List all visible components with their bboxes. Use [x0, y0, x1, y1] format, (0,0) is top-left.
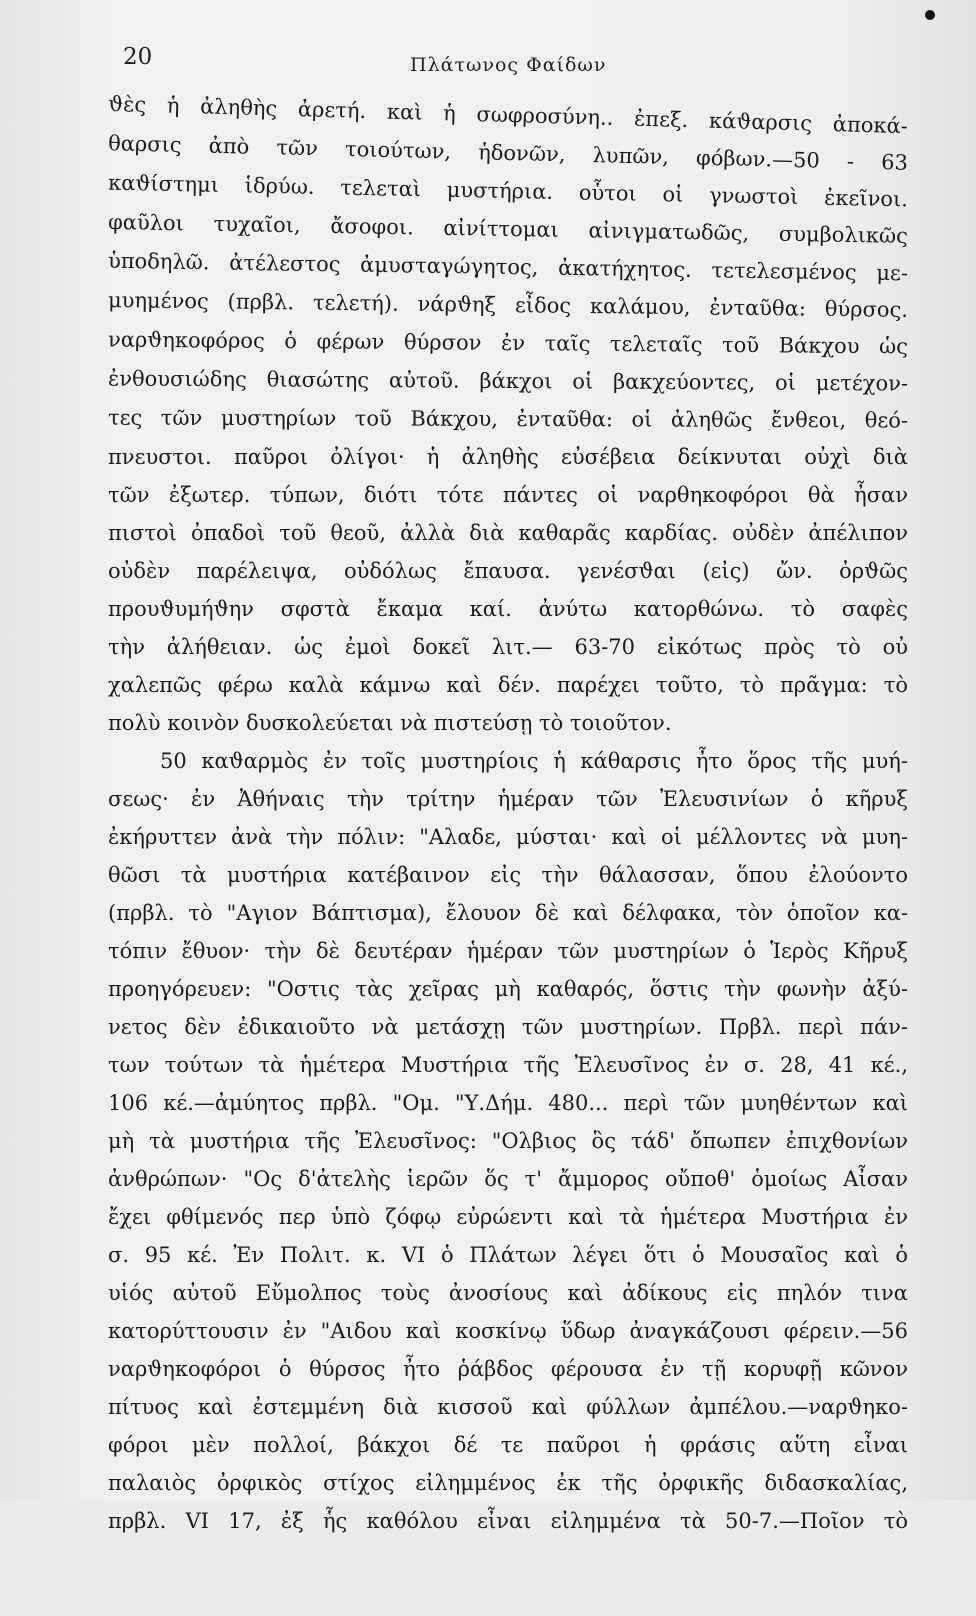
text-line: ἐνθουσιώδης θιασώτης αὐτοῦ. βάκχοι οἱ βακχεύοντες, οἱ μετέχον-	[107, 366, 909, 396]
text-line: πνευστοι. παῦροι ὀλίγοι· ἡ ἀληθὴς εὐσέβεια δείκνυται οὐχὶ διὰ	[108, 445, 908, 469]
text-line: σεως· ἐν Ἀθήναις τὴν τρίτην ἡμέραν τῶν Ἐλευσινίων ὁ κῆρυξ	[108, 787, 908, 811]
text-line: κατορύττουσιν ἐν "Αιδου καὶ κοσκίνῳ ὕδωρ ἀναγκάζουσι φέρειν.—56	[108, 1319, 908, 1343]
text-line: οὐδὲν παρέλειψα, οὐδόλως ἔπαυσα. γενέσϑαι (εἰς) ὤν. ὀρϑῶς	[108, 559, 908, 583]
text-line: ἔχει φθίμενός περ ὑπὸ ζόφῳ εὐρώεντι καὶ τὰ ἡμέτερα Μυστήρια ἐν	[108, 1205, 908, 1229]
text-line: θαρσις ἀπὸ τῶν τοιούτων, ἡδονῶν, λυπῶν, φόβων.—50 - 63	[107, 131, 909, 175]
text-line: τὴν ἀλήθειαν. ὡς ἐμοὶ δοκεῖ λιτ.— 63-70 εἰκότως πρὸς τὸ οὐ	[108, 635, 908, 659]
commentary-text	[107, 91, 909, 1616]
text-line: ϑὲς ἡ ἀληθὴς ἀρετή. καὶ ἡ σωφροσύνη.. ἐπεξ. κάϑαρσις ἀποκά-	[107, 91, 909, 139]
text-line	[108, 1578, 908, 1616]
text-line: τόπιν ἔθυον· τὴν δὲ δευτέραν ἡμέραν τῶν μυστηρίων ὁ Ἱερὸς Κῆρυξ	[108, 939, 908, 963]
text-line: πολὺ κοινὸν δυσκολεύεται νὰ πιστεύσῃ τὸ τοιοῦτον.	[108, 711, 672, 735]
text-line: ναρϑηκοφόρος ὁ φέρων θύρσον ἐν ταῖς τελεταῖς τοῦ Βάκχου ὡς	[107, 327, 909, 359]
text-line: χαλεπῶς φέρω καλὰ κάμνω καὶ δέν. παρέχει τοῦτο, τὸ πρᾶγμα: τὸ	[108, 673, 908, 697]
text-line: πιστοὶ ὀπαδοὶ τοῦ θεοῦ, ἀλλὰ διὰ καθαρᾶς καρδίας. οὐδὲν ἀπέλιπον	[108, 521, 908, 545]
text-line: των τούτων τὰ ἡμέτερα Μυστήρια τῆς Ἐλευσῖνος ἐν σ. 28, 41 κέ.,	[108, 1053, 908, 1077]
text-line: θῶσι τὰ μυστήρια κατέβαινον εἰς τὴν θάλασσαν, ὅπου ἐλούοντο	[108, 863, 908, 887]
text-line: τῶν ἐξωτερ. τύπων, διότι τότε πάντες οἱ ναρθηκοφόροι θὰ ἦσαν	[108, 483, 908, 507]
text-line: μυημένος (πρβλ. τελετή). νάρϑηξ εἶδος καλάμου, ἐνταῦθα: θύρσος.	[107, 288, 909, 322]
text-line: ὑποδηλῶ. ἀτέλεστος ἀμυσταγώγητος, ἀκατήχητος. τετελεσμένος με-	[107, 248, 909, 286]
text-line: ναρϑηκοφόροι ὁ θύρσος ἦτο ῥάβδος φέρουσα ἐν τῇ κορυφῇ κῶνον	[108, 1357, 908, 1381]
text-line: παλαιὸς ὀρφικὸς στίχος εἰλημμένος ἐκ τῆς ὀρφικῆς διδασκαλίας,	[108, 1471, 908, 1495]
text-line: πρβλ. VI 17, ἐξ ἧς καθόλου εἶναι εἰλημμένα τὰ 50-7.—Ποῖον τὸ	[108, 1509, 908, 1533]
text-line: προηγόρευεν: "Οστις τὰς χεῖρας μὴ καθαρός, ὅστις τὴν φωνὴν ἀξύ-	[108, 977, 908, 1001]
text-line: φαῦλοι τυχαῖοι, ἄσοφοι. αἰνίττομαι αἰνιγματωδῶς, συμβολικῶς	[107, 210, 909, 248]
page-number: 20	[123, 44, 153, 70]
text-line: πίτυος καὶ ἐστεμμένη διὰ κισσοῦ καὶ φύλλων ἀμπέλου.—ναρϑηκο-	[108, 1395, 908, 1419]
text-line: τες τῶν μυστηρίων τοῦ Βάκχου, ἐνταῦθα: οἱ ἀληθῶς ἔνθεοι, θεό-	[107, 405, 909, 433]
text-line: υἱός αὐτοῦ Εὔμολπος τοὺς ἀνοσίους καὶ ἀδίκους εἰς πηλόν τινα	[108, 1281, 908, 1305]
text-line: σ. 95 κέ. Ἐν Πολιτ. κ. VI ὁ Πλάτων λέγει ὅτι ὁ Μουσαῖος καὶ ὁ	[108, 1243, 908, 1267]
text-line: νετος δὲν ἐδικαιοῦτο νὰ μετάσχῃ τῶν μυστηρίων. Πρβλ. περὶ πάν-	[108, 1015, 908, 1039]
text-line: καϑίστημι ἱδρύω. τελεταὶ μυστήρια. οὗτοι οἱ γνωστοὶ ἐκεῖνοι.	[107, 170, 909, 212]
text-line: (πρβλ. τὸ "Αγιον Βάπτισμα), ἔλουον δὲ καὶ δέλφακα, τὸν ὁποῖον κα-	[108, 901, 908, 925]
text-line: φόροι μὲν πολλοί, βάκχοι δέ τε παῦροι ἡ φράσις αὕτη εἶναι	[108, 1433, 908, 1457]
text-line: προυϑυμήϑην σφστὰ ἔκαμα καί. ἀνύτω κατορθώνω. τὸ σαφὲς	[108, 597, 908, 621]
running-head: Πλάτωνος Φαίδων	[410, 54, 607, 76]
text-line: ἀνθρώπων· "Ος δ'ἀτελὴς ἱερῶν ὅς τ' ἄμμορος οὔποθ' ὁμοίως Αἶσαν	[108, 1167, 908, 1191]
ink-dot	[925, 10, 935, 20]
text-line: 106 κέ.—ἀμύητος πρβλ. "Ομ. "Υ.Δήμ. 480... περὶ τῶν μυηθέντων καὶ	[108, 1091, 908, 1115]
text-line: 50 καϑαρμὸς ἐν τοῖς μυστηρίοις ἡ κάθαρσις ἦτο ὅρος τῆς μυή-	[160, 749, 908, 773]
text-line	[108, 1540, 908, 1578]
text-line: μὴ τὰ μυστήρια τῆς Ἐλευσῖνος: "Ολβιος ὃς τάδ' ὄπωπεν ἐπιχθονίων	[108, 1129, 908, 1153]
text-line: ἐκήρυττεν ἀνὰ τὴν πόλιν: "Αλαδε, μύσται· καὶ οἱ μέλλοντες νὰ μυη-	[108, 825, 908, 849]
